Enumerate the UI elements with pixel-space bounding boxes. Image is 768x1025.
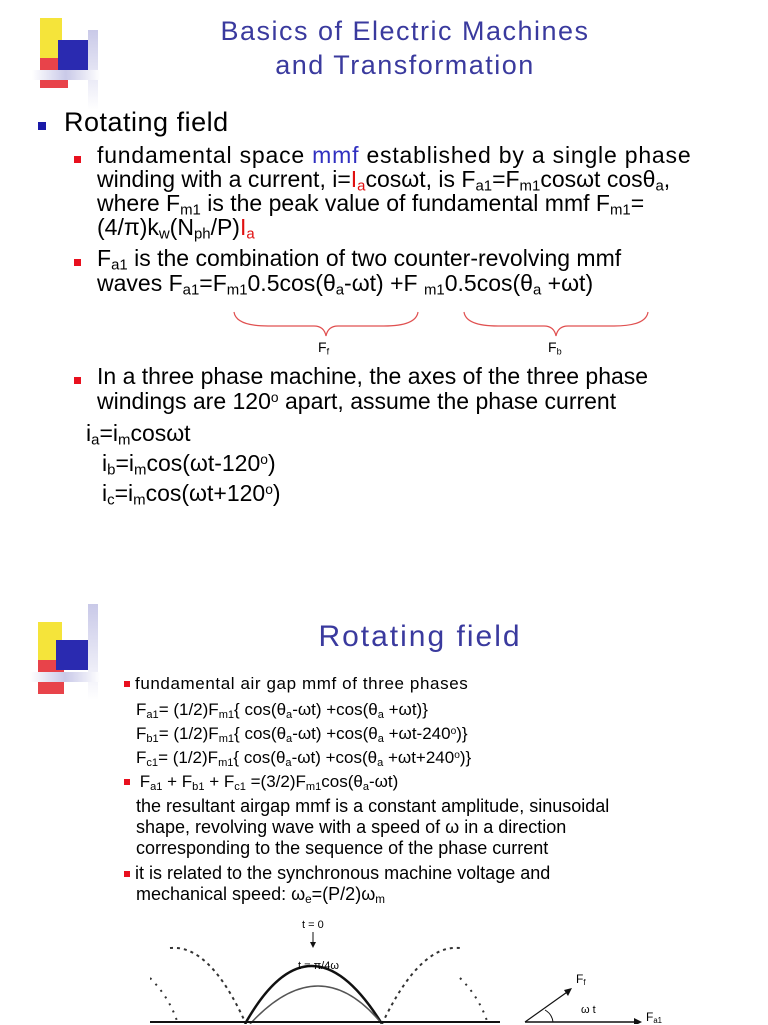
- sub-bullet-2-icon: [74, 259, 81, 266]
- sub-bullet-3-icon: [74, 377, 81, 384]
- s2-bullet-3: it is related to the synchronous machine voltage and: [120, 863, 609, 884]
- eq-Fc1: $F_{c1}= (1/2)F_{m1}${ $\cos(\theta_a-\omega t) +\cos(\theta_a +\omega t+240^o)$}: [136, 748, 472, 769]
- title-line-2: and Transformation: [275, 50, 535, 80]
- s2-bullet-2-icon: [124, 779, 130, 785]
- resultant-line-1: the resultant airgap mmf is a constant amplitude, sinusoidal: [136, 796, 610, 816]
- ib-equation: $i_b=i_m\cos(\omega t-120^o)$: [102, 450, 276, 479]
- slide-1-logo: [30, 10, 100, 110]
- speed-relation: mechanical speed: $\omega_e=(P/2)\omega_m$: [136, 884, 385, 906]
- label-tpi: t = π/4ω: [298, 960, 339, 972]
- main-bullet-icon: [38, 122, 46, 130]
- slide-2-body: [120, 674, 609, 905]
- sub-bullet-3: In a three phase machine, the axes of the three phase windings are 120$^o$ apart, assume the phase current: [97, 363, 649, 414]
- eq-Fb1: $F_{b1}= (1/2)F_{m1}${ $\cos(\theta_a-\omega t) +\cos(\theta_a +\omega t-240^o)$}: [136, 724, 468, 745]
- phase-currents: [86, 418, 281, 508]
- eq-Fa1: $F_{a1}= (1/2)F_{m1}${ $\cos(\theta_a-\omega t) +\cos(\theta_a +\omega t)$}: [136, 700, 428, 721]
- resultant-line-3: corresponding to the sequence of the phase current: [136, 838, 549, 858]
- s2-bullet-3-icon: [124, 871, 130, 877]
- label-fig-Fa1: $F_{a1}$: [646, 1010, 663, 1025]
- resultant-line-2: shape, revolving wave with a speed of ω in a direction: [136, 817, 567, 837]
- label-t0: t = 0: [302, 919, 324, 931]
- slide-2-title: Rotating field: [318, 620, 522, 653]
- s2-bullet-1-icon: [124, 681, 130, 687]
- label-wt: ω t: [581, 1004, 596, 1016]
- ia-equation: $i_a=i_m\cos\omega t$: [86, 420, 191, 449]
- sub-bullet-1-icon: [74, 156, 81, 163]
- s2-bullet-2: $F_{a1} + F_{b1} + F_{c1} =(3/2)F_{m1}\cos(\theta_a-\omega t)$: [120, 772, 609, 792]
- slide-1-title: [150, 14, 660, 82]
- slide-2-logo: [30, 600, 100, 700]
- brace-backward: [458, 306, 654, 340]
- sub-bullet-2: $F_{a1}$ is the combination of two counter-revolving mmf waves $F_{a1}=F_{m1}0.5\cos(\theta_a-\omega t) +F$ $_{m1}0.5\cos(\theta_a +\omega t)$: [97, 245, 622, 299]
- brace-forward: [228, 306, 424, 340]
- label-fig-Ff: $F_f$: [576, 972, 586, 987]
- label-Fb: $F_b$: [548, 339, 562, 357]
- sub-bullet-1: fundamental space mmf established by a single phase winding with a current, $i=I_a\cos\omega t$, is $F_{a1}=F_{m1}\cos\omega t$ cosθ$_a$, where $F_{m1}$ is the peak value of fundamental mmf $F_{m1}=$ $(4/\pi)k_w(N_{ph}/P)I_a$: [97, 142, 692, 243]
- label-Ff: $F_f$: [318, 339, 330, 357]
- s2-bullet-1: fundamental air gap mmf of three phases: [120, 674, 609, 694]
- main-bullet-text: Rotating field: [64, 107, 229, 137]
- ic-equation: $i_c=i_m\cos(\omega t+120^o)$: [102, 480, 281, 509]
- title-line-1: Basics of Electric Machines: [220, 16, 590, 46]
